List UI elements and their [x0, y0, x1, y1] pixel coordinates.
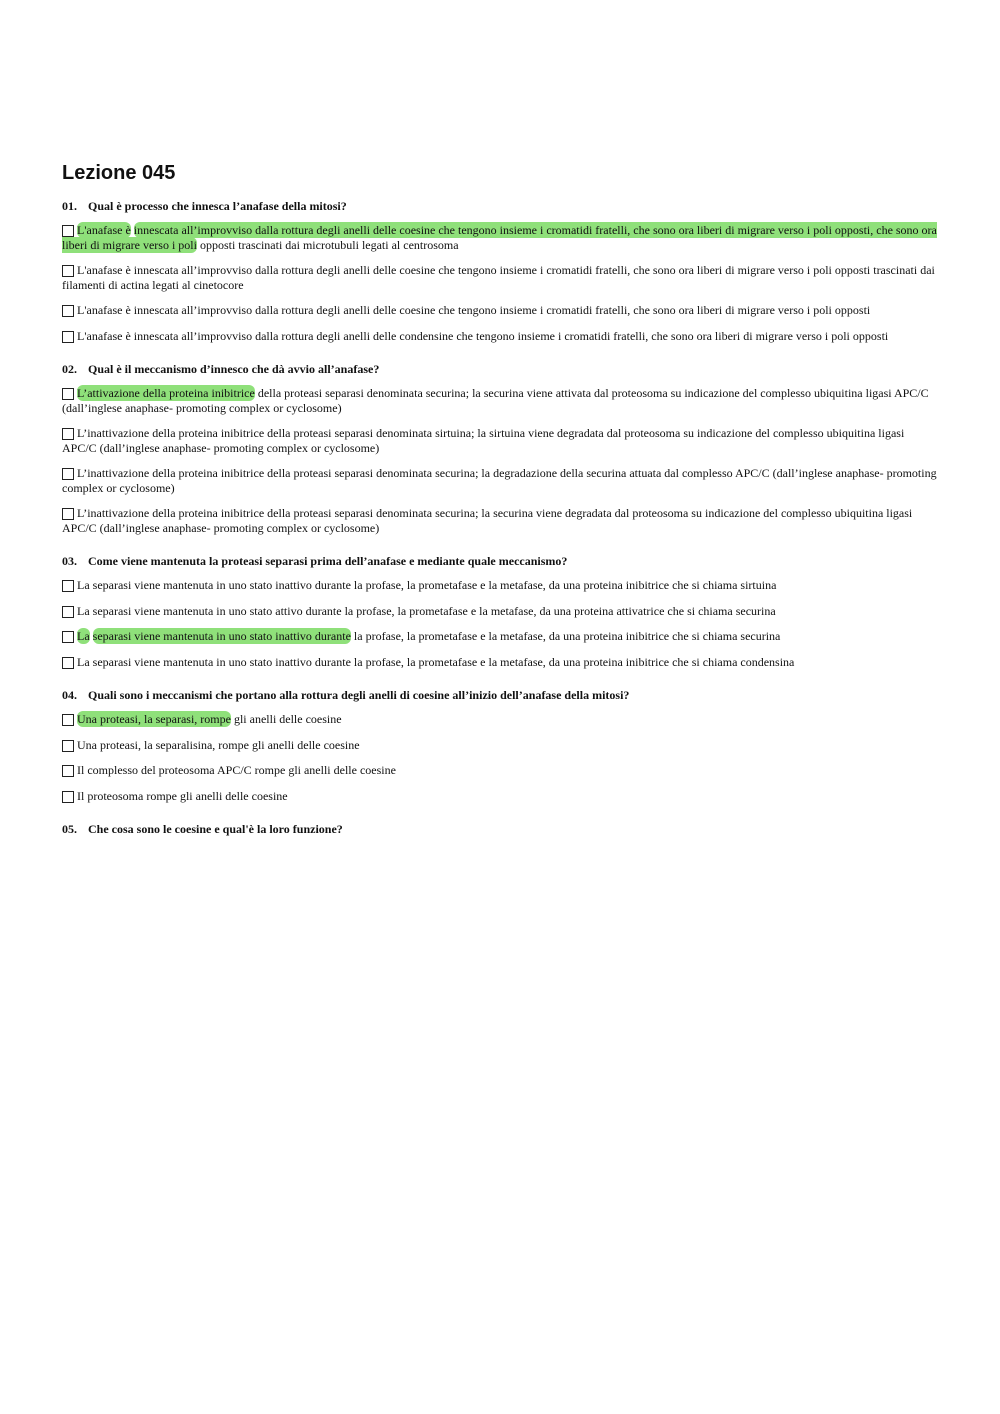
question-list	[62, 198, 938, 837]
checkbox[interactable]	[62, 657, 74, 669]
answer-option	[62, 604, 938, 619]
question-block	[62, 821, 938, 837]
option-text: opposti trascinati dai microtubuli legati al centrosoma	[196, 237, 459, 252]
checkbox[interactable]	[62, 606, 74, 618]
option-text: L’inattivazione della proteina inibitrice della proteasi separasi denominata sirtuina; la sirtuina viene degradata dal proteosoma su indicazione del complesso ubiquitina ligasi APC/C (dall’inglese anaphase- promoting complex or cyclosome)	[62, 426, 905, 455]
checkbox[interactable]	[62, 791, 74, 803]
question-block	[62, 361, 938, 535]
highlighted-text: L'anafase è	[77, 223, 131, 237]
option-text: Il complesso del proteosoma APC/C rompe gli anelli delle coesine	[77, 763, 396, 777]
answer-option	[62, 263, 938, 292]
option-text: la profase, la prometafase e la metafase, da una proteina inibitrice che si chiama securina	[350, 629, 781, 643]
answer-option	[62, 426, 938, 455]
question-block	[62, 687, 938, 803]
highlighted-text: L’attivazione della proteina inibitrice	[77, 386, 255, 400]
checkbox[interactable]	[62, 305, 74, 317]
option-text: Una proteasi, la separalisina, rompe gli anelli delle coesine	[77, 737, 360, 752]
answer-option	[62, 629, 938, 644]
checkbox[interactable]	[62, 388, 74, 400]
question-heading	[62, 553, 938, 569]
question-heading	[62, 687, 938, 703]
answer-option	[62, 329, 938, 344]
answer-option	[62, 655, 938, 670]
highlighted-text: La	[77, 629, 90, 643]
option-text: L'anafase è innescata all’improvviso dalla rottura degli anelli delle condensine che tengono insieme i cromatidi fratelli, che sono ora liberi di migrare verso i poli opposti	[77, 328, 889, 343]
answer-option	[62, 386, 938, 415]
question-number: 01.	[62, 199, 77, 213]
checkbox[interactable]	[62, 508, 74, 520]
answer-option	[62, 506, 938, 535]
option-text: L’inattivazione della proteina inibitrice della proteasi separasi denominata securina; la securina viene degradata dal proteosoma su indicazione del complesso ubiquitina ligasi APC/C (dall’inglese anaphase- promoting complex or cyclosome)	[62, 506, 913, 535]
question-heading	[62, 198, 938, 214]
answer-option	[62, 223, 938, 252]
question-text: Che cosa sono le coesine e qual'è la loro funzione?	[88, 822, 343, 836]
checkbox[interactable]	[62, 714, 74, 726]
option-text: L'anafase è innescata all’improvviso dalla rottura degli anelli delle coesine che tengono insieme i cromatidi fratelli, che sono ora liberi di migrare verso i poli opposti trascinati dai filamenti di actina legati al cinetocore	[62, 263, 935, 292]
checkbox[interactable]	[62, 631, 74, 643]
option-text: La separasi viene mantenuta in uno stato attivo durante la profase, la prometafase e la metafase, da una proteina attivatrice che si chiama securina	[77, 603, 776, 618]
answer-option	[62, 466, 938, 495]
option-text: La separasi viene mantenuta in uno stato inattivo durante la profase, la prometafase e la metafase, da una proteina inibitrice che si chiama sirtuina	[77, 578, 777, 592]
option-text: L'anafase è innescata all’improvviso dalla rottura degli anelli delle coesine che tengono insieme i cromatidi fratelli, che sono ora liberi di migrare verso i poli opposti	[77, 303, 871, 317]
question-heading	[62, 361, 938, 377]
option-text: gli anelli delle coesine	[230, 712, 342, 726]
checkbox[interactable]	[62, 225, 74, 237]
question-text: Qual è il meccanismo d’innesco che dà avvio all’anafase?	[88, 362, 380, 376]
question-number: 02.	[62, 362, 77, 376]
document-page	[62, 160, 938, 855]
question-text: Come viene mantenuta la proteasi separasi prima dell’anafase e mediante quale meccanismo?	[88, 554, 568, 568]
checkbox[interactable]	[62, 331, 74, 343]
highlighted-text: separasi viene mantenuta in uno stato inattivo durante	[92, 629, 351, 643]
option-text: La separasi viene mantenuta in uno stato inattivo durante la profase, la prometafase e la metafase, da una proteina inibitrice che si chiama condensina	[77, 654, 795, 669]
page-title: Lezione 045	[62, 162, 176, 184]
answer-option	[62, 578, 938, 593]
answer-option	[62, 789, 938, 804]
checkbox[interactable]	[62, 265, 74, 277]
checkbox[interactable]	[62, 765, 74, 777]
option-text: Il proteosoma rompe gli anelli delle coesine	[77, 788, 288, 803]
question-heading	[62, 821, 938, 837]
highlighted-text: Una proteasi, la separasi, rompe	[77, 712, 231, 726]
checkbox[interactable]	[62, 468, 74, 480]
question-text: Quali sono i meccanismi che portano alla rottura degli anelli di coesine all’inizio dell’anafase della mitosi?	[88, 688, 630, 702]
question-block	[62, 198, 938, 343]
answer-option	[62, 738, 938, 753]
checkbox[interactable]	[62, 428, 74, 440]
checkbox[interactable]	[62, 740, 74, 752]
question-number: 04.	[62, 688, 77, 702]
answer-option	[62, 303, 938, 318]
checkbox[interactable]	[62, 580, 74, 592]
option-text: della proteasi separasi denominata securina; la securina viene attivata dal proteosoma su indicazione del complesso ubiquitina ligasi APC/C (dall’inglese anaphase- promoting complex or cyclosome)	[62, 386, 929, 415]
answer-option	[62, 712, 938, 727]
answer-option	[62, 763, 938, 778]
option-text: L’inattivazione della proteina inibitrice della proteasi separasi denominata securina; la degradazione della securina attuata dal complesso APC/C (dall’inglese anaphase- promoting complex or cyclosome)	[62, 466, 937, 495]
highlighted-text: innescata all’improvviso dalla rottura degli anelli delle coesine che tengono insieme i cromatidi fratelli, che sono ora liberi di migrare verso i poli opposti, che sono ora liberi di migrare verso i poli	[62, 223, 937, 252]
question-number: 03.	[62, 554, 77, 568]
question-number: 05.	[62, 822, 77, 836]
question-block	[62, 553, 938, 669]
question-text: Qual è processo che innesca l’anafase della mitosi?	[88, 199, 347, 213]
